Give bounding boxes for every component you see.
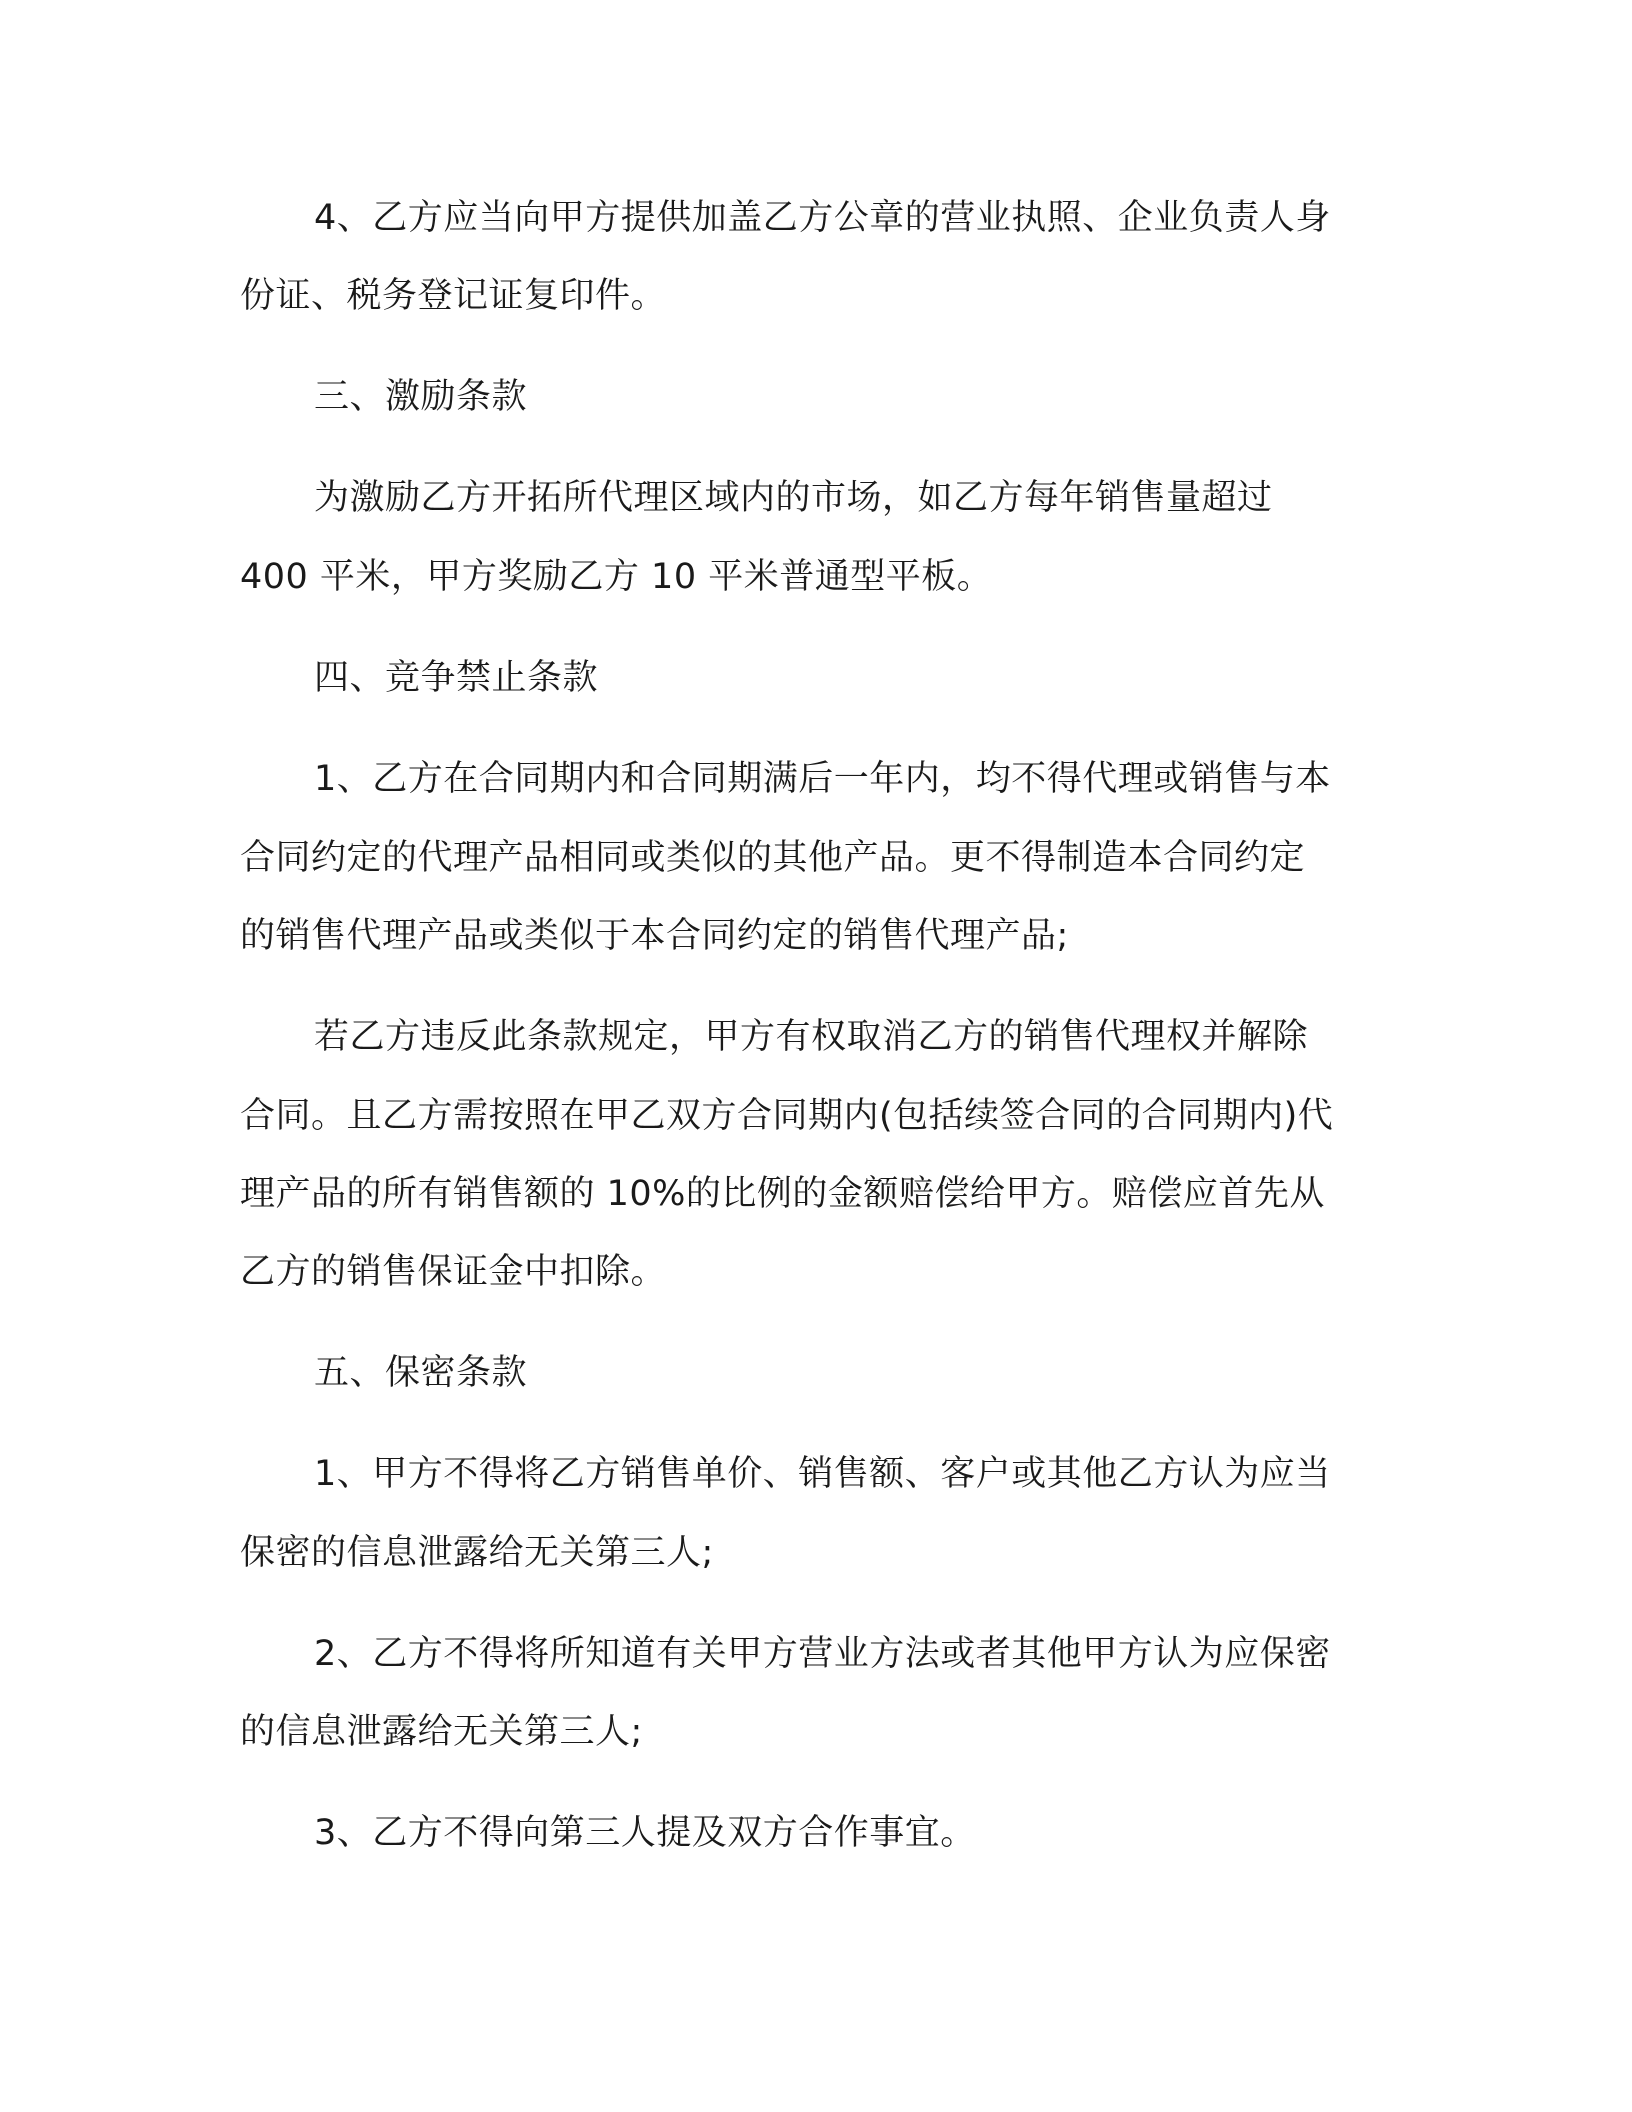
clause-2-4-line-2: 份证、税务登记证复印件。 — [240, 276, 667, 316]
violation-paragraph-line-2: 合同。且乙方需按照在甲乙双方合同期内(包括续签合同的合同期内)代 — [240, 1096, 1334, 1136]
clause-5-1-line-2: 保密的信息泄露给无关第三人; — [240, 1533, 714, 1573]
clause-4-1-line-3: 的销售代理产品或类似于本合同约定的销售代理产品; — [240, 916, 1069, 956]
violation-paragraph-line-1: 若乙方违反此条款规定，甲方有权取消乙方的销售代理权并解除 — [314, 1017, 1309, 1057]
clause-5-1-line-1: 1、甲方不得将乙方销售单价、销售额、客户或其他乙方认为应当 — [314, 1454, 1331, 1494]
clause-5-2-line-2: 的信息泄露给无关第三人; — [240, 1712, 643, 1752]
clause-4-1-line-1: 1、乙方在合同期内和合同期满后一年内，均不得代理或销售与本 — [314, 759, 1331, 799]
section-heading-non-compete: 四、竞争禁止条款 — [314, 658, 599, 698]
clause-5-2-line-1: 2、乙方不得将所知道有关甲方营业方法或者其他甲方认为应保密 — [314, 1634, 1331, 1674]
violation-paragraph-line-4: 乙方的销售保证金中扣除。 — [240, 1252, 667, 1292]
clause-5-3-line-1: 3、乙方不得向第三人提及双方合作事宜。 — [314, 1813, 976, 1853]
clause-2-4-line-1: 4、乙方应当向甲方提供加盖乙方公章的营业执照、企业负责人身 — [314, 198, 1331, 238]
incentive-paragraph-line-1: 为激励乙方开拓所代理区域内的市场，如乙方每年销售量超过 — [314, 478, 1273, 518]
clause-4-1-line-2: 合同约定的代理产品相同或类似的其他产品。更不得制造本合同约定 — [240, 838, 1306, 878]
section-heading-confidentiality: 五、保密条款 — [314, 1353, 528, 1393]
violation-paragraph-line-3: 理产品的所有销售额的 10%的比例的金额赔偿给甲方。赔偿应首先从 — [240, 1174, 1325, 1214]
incentive-paragraph-line-2: 400 平米，甲方奖励乙方 10 平米普通型平板。 — [240, 557, 993, 597]
section-heading-incentive: 三、激励条款 — [314, 377, 528, 417]
